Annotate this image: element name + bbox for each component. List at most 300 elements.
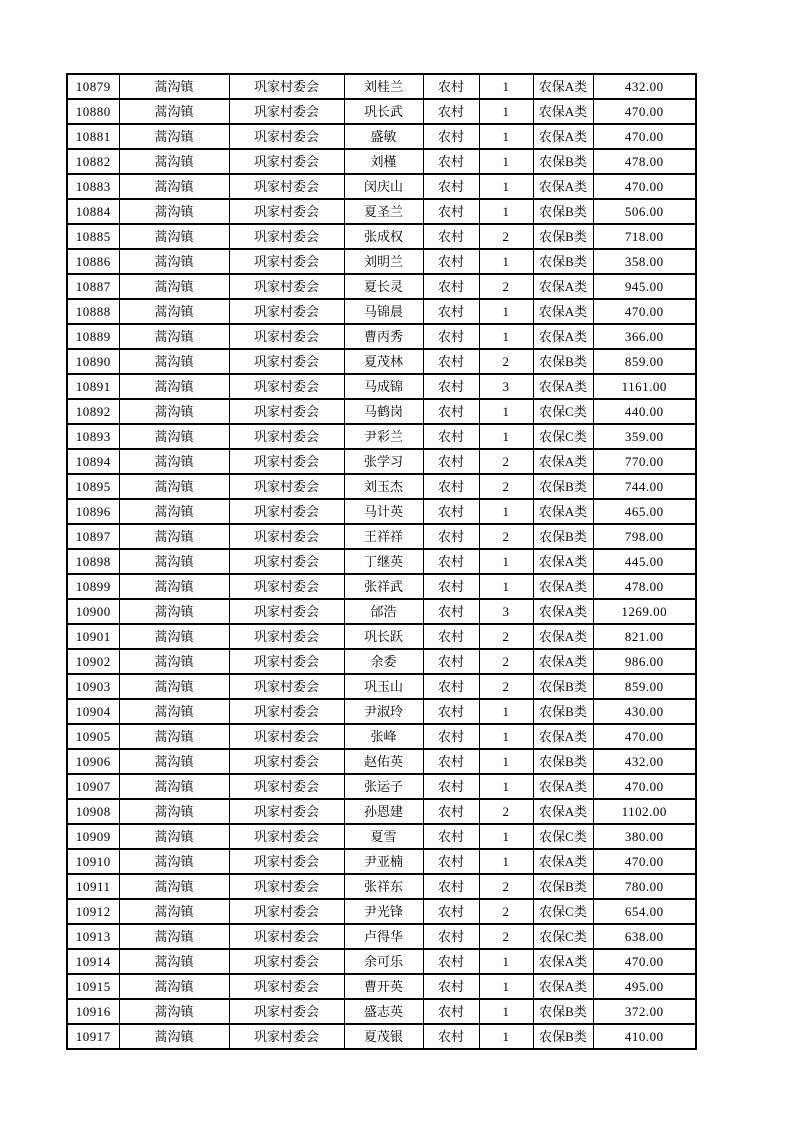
residence-type-cell: 农村 <box>423 324 479 349</box>
name-cell: 刘玉杰 <box>344 474 423 499</box>
village-committee-cell: 巩家村委会 <box>229 849 344 874</box>
name-cell: 刘明兰 <box>344 249 423 274</box>
serial-number-cell: 10917 <box>67 1024 119 1049</box>
residence-type-cell: 农村 <box>423 74 479 99</box>
town-cell: 蒿沟镇 <box>119 299 229 324</box>
table-row <box>67 174 696 199</box>
village-committee-cell: 巩家村委会 <box>229 249 344 274</box>
town-cell: 蒿沟镇 <box>119 324 229 349</box>
serial-number-cell: 10893 <box>67 424 119 449</box>
serial-number-cell: 10909 <box>67 824 119 849</box>
insurance-category-cell: 农保A类 <box>533 974 593 999</box>
insurance-category-cell: 农保C类 <box>533 824 593 849</box>
serial-number-cell: 10896 <box>67 499 119 524</box>
name-cell: 盛志英 <box>344 999 423 1024</box>
village-committee-cell: 巩家村委会 <box>229 724 344 749</box>
table-row <box>67 549 696 574</box>
residence-type-cell: 农村 <box>423 1024 479 1049</box>
town-cell: 蒿沟镇 <box>119 874 229 899</box>
residence-type-cell: 农村 <box>423 124 479 149</box>
town-cell: 蒿沟镇 <box>119 174 229 199</box>
amount-cell: 358.00 <box>593 249 696 274</box>
person-count-cell: 1 <box>479 174 533 199</box>
village-committee-cell: 巩家村委会 <box>229 699 344 724</box>
person-count-cell: 1 <box>479 424 533 449</box>
village-committee-cell: 巩家村委会 <box>229 874 344 899</box>
amount-cell: 1102.00 <box>593 799 696 824</box>
person-count-cell: 2 <box>479 674 533 699</box>
town-cell: 蒿沟镇 <box>119 774 229 799</box>
amount-cell: 718.00 <box>593 224 696 249</box>
person-count-cell: 2 <box>479 449 533 474</box>
table-row <box>67 774 696 799</box>
name-cell: 巩长武 <box>344 99 423 124</box>
table-row <box>67 1024 696 1049</box>
village-committee-cell: 巩家村委会 <box>229 749 344 774</box>
insurance-category-cell: 农保A类 <box>533 124 593 149</box>
residence-type-cell: 农村 <box>423 424 479 449</box>
table-body <box>67 74 696 1049</box>
town-cell: 蒿沟镇 <box>119 449 229 474</box>
residence-type-cell: 农村 <box>423 699 479 724</box>
serial-number-cell: 10915 <box>67 974 119 999</box>
insurance-category-cell: 农保A类 <box>533 174 593 199</box>
serial-number-cell: 10913 <box>67 924 119 949</box>
town-cell: 蒿沟镇 <box>119 274 229 299</box>
village-committee-cell: 巩家村委会 <box>229 124 344 149</box>
amount-cell: 430.00 <box>593 699 696 724</box>
serial-number-cell: 10885 <box>67 224 119 249</box>
town-cell: 蒿沟镇 <box>119 899 229 924</box>
serial-number-cell: 10890 <box>67 349 119 374</box>
serial-number-cell: 10914 <box>67 949 119 974</box>
insurance-category-cell: 农保A类 <box>533 949 593 974</box>
amount-cell: 859.00 <box>593 349 696 374</box>
table-row <box>67 524 696 549</box>
person-count-cell: 1 <box>479 699 533 724</box>
village-committee-cell: 巩家村委会 <box>229 924 344 949</box>
name-cell: 夏长灵 <box>344 274 423 299</box>
serial-number-cell: 10887 <box>67 274 119 299</box>
village-committee-cell: 巩家村委会 <box>229 274 344 299</box>
name-cell: 刘槿 <box>344 149 423 174</box>
amount-cell: 478.00 <box>593 574 696 599</box>
insurance-category-cell: 农保A类 <box>533 574 593 599</box>
insurance-category-cell: 农保A类 <box>533 599 593 624</box>
person-count-cell: 1 <box>479 199 533 224</box>
serial-number-cell: 10892 <box>67 399 119 424</box>
residence-type-cell: 农村 <box>423 824 479 849</box>
insurance-category-cell: 农保B类 <box>533 1024 593 1049</box>
village-committee-cell: 巩家村委会 <box>229 499 344 524</box>
town-cell: 蒿沟镇 <box>119 399 229 424</box>
amount-cell: 432.00 <box>593 749 696 774</box>
residence-type-cell: 农村 <box>423 449 479 474</box>
serial-number-cell: 10900 <box>67 599 119 624</box>
amount-cell: 470.00 <box>593 299 696 324</box>
amount-cell: 495.00 <box>593 974 696 999</box>
name-cell: 张峰 <box>344 724 423 749</box>
town-cell: 蒿沟镇 <box>119 349 229 374</box>
person-count-cell: 1 <box>479 124 533 149</box>
person-count-cell: 2 <box>479 524 533 549</box>
town-cell: 蒿沟镇 <box>119 74 229 99</box>
serial-number-cell: 10901 <box>67 624 119 649</box>
name-cell: 马成锦 <box>344 374 423 399</box>
table-row <box>67 224 696 249</box>
name-cell: 张运子 <box>344 774 423 799</box>
name-cell: 余委 <box>344 649 423 674</box>
table-row <box>67 399 696 424</box>
serial-number-cell: 10916 <box>67 999 119 1024</box>
table-row <box>67 374 696 399</box>
village-committee-cell: 巩家村委会 <box>229 424 344 449</box>
table-row <box>67 324 696 349</box>
insurance-category-cell: 农保A类 <box>533 849 593 874</box>
village-committee-cell: 巩家村委会 <box>229 599 344 624</box>
village-committee-cell: 巩家村委会 <box>229 474 344 499</box>
amount-cell: 470.00 <box>593 774 696 799</box>
person-count-cell: 2 <box>479 799 533 824</box>
town-cell: 蒿沟镇 <box>119 599 229 624</box>
insurance-category-cell: 农保A类 <box>533 449 593 474</box>
person-count-cell: 1 <box>479 774 533 799</box>
table-row <box>67 299 696 324</box>
insurance-category-cell: 农保B类 <box>533 474 593 499</box>
amount-cell: 470.00 <box>593 849 696 874</box>
person-count-cell: 2 <box>479 349 533 374</box>
serial-number-cell: 10910 <box>67 849 119 874</box>
serial-number-cell: 10888 <box>67 299 119 324</box>
name-cell: 盛敏 <box>344 124 423 149</box>
table-row <box>67 699 696 724</box>
town-cell: 蒿沟镇 <box>119 549 229 574</box>
table-row <box>67 924 696 949</box>
serial-number-cell: 10906 <box>67 749 119 774</box>
insurance-category-cell: 农保B类 <box>533 699 593 724</box>
town-cell: 蒿沟镇 <box>119 124 229 149</box>
insurance-category-cell: 农保A类 <box>533 74 593 99</box>
name-cell: 赵佑英 <box>344 749 423 774</box>
name-cell: 尹光锋 <box>344 899 423 924</box>
residence-type-cell: 农村 <box>423 474 479 499</box>
name-cell: 闵庆山 <box>344 174 423 199</box>
insurance-category-cell: 农保A类 <box>533 799 593 824</box>
person-count-cell: 1 <box>479 74 533 99</box>
serial-number-cell: 10883 <box>67 174 119 199</box>
village-committee-cell: 巩家村委会 <box>229 149 344 174</box>
name-cell: 孙恩建 <box>344 799 423 824</box>
table-row <box>67 824 696 849</box>
serial-number-cell: 10908 <box>67 799 119 824</box>
person-count-cell: 1 <box>479 149 533 174</box>
amount-cell: 465.00 <box>593 499 696 524</box>
person-count-cell: 2 <box>479 274 533 299</box>
table-row <box>67 474 696 499</box>
village-committee-cell: 巩家村委会 <box>229 824 344 849</box>
village-committee-cell: 巩家村委会 <box>229 174 344 199</box>
serial-number-cell: 10898 <box>67 549 119 574</box>
table-row <box>67 949 696 974</box>
residence-type-cell: 农村 <box>423 349 479 374</box>
name-cell: 尹亚楠 <box>344 849 423 874</box>
town-cell: 蒿沟镇 <box>119 474 229 499</box>
person-count-cell: 1 <box>479 549 533 574</box>
person-count-cell: 1 <box>479 724 533 749</box>
residence-type-cell: 农村 <box>423 924 479 949</box>
serial-number-cell: 10894 <box>67 449 119 474</box>
name-cell: 夏雪 <box>344 824 423 849</box>
village-committee-cell: 巩家村委会 <box>229 549 344 574</box>
village-committee-cell: 巩家村委会 <box>229 399 344 424</box>
serial-number-cell: 10904 <box>67 699 119 724</box>
serial-number-cell: 10879 <box>67 74 119 99</box>
town-cell: 蒿沟镇 <box>119 624 229 649</box>
person-count-cell: 1 <box>479 574 533 599</box>
amount-cell: 359.00 <box>593 424 696 449</box>
insurance-category-cell: 农保B类 <box>533 249 593 274</box>
insurance-category-cell: 农保A类 <box>533 724 593 749</box>
person-count-cell: 2 <box>479 924 533 949</box>
town-cell: 蒿沟镇 <box>119 249 229 274</box>
table-row <box>67 799 696 824</box>
amount-cell: 986.00 <box>593 649 696 674</box>
name-cell: 夏茂林 <box>344 349 423 374</box>
insurance-category-cell: 农保A类 <box>533 649 593 674</box>
table-row <box>67 349 696 374</box>
village-committee-cell: 巩家村委会 <box>229 774 344 799</box>
village-committee-cell: 巩家村委会 <box>229 374 344 399</box>
serial-number-cell: 10911 <box>67 874 119 899</box>
serial-number-cell: 10897 <box>67 524 119 549</box>
name-cell: 马计英 <box>344 499 423 524</box>
table-row <box>67 449 696 474</box>
person-count-cell: 1 <box>479 99 533 124</box>
name-cell: 夏茂银 <box>344 1024 423 1049</box>
name-cell: 尹淑玲 <box>344 699 423 724</box>
amount-cell: 821.00 <box>593 624 696 649</box>
name-cell: 余可乐 <box>344 949 423 974</box>
amount-cell: 470.00 <box>593 174 696 199</box>
town-cell: 蒿沟镇 <box>119 799 229 824</box>
person-count-cell: 1 <box>479 974 533 999</box>
amount-cell: 654.00 <box>593 899 696 924</box>
name-cell: 邰浩 <box>344 599 423 624</box>
residence-type-cell: 农村 <box>423 199 479 224</box>
amount-cell: 859.00 <box>593 674 696 699</box>
residence-type-cell: 农村 <box>423 849 479 874</box>
insurance-category-cell: 农保B类 <box>533 149 593 174</box>
benefits-table-container <box>66 73 695 1050</box>
amount-cell: 470.00 <box>593 99 696 124</box>
name-cell: 刘桂兰 <box>344 74 423 99</box>
insurance-category-cell: 农保A类 <box>533 624 593 649</box>
name-cell: 王祥祥 <box>344 524 423 549</box>
serial-number-cell: 10907 <box>67 774 119 799</box>
insurance-category-cell: 农保B类 <box>533 874 593 899</box>
amount-cell: 372.00 <box>593 999 696 1024</box>
name-cell: 张祥武 <box>344 574 423 599</box>
benefits-table <box>66 73 697 1050</box>
residence-type-cell: 农村 <box>423 599 479 624</box>
person-count-cell: 2 <box>479 224 533 249</box>
table-row <box>67 424 696 449</box>
name-cell: 张学习 <box>344 449 423 474</box>
residence-type-cell: 农村 <box>423 249 479 274</box>
person-count-cell: 1 <box>479 399 533 424</box>
amount-cell: 432.00 <box>593 74 696 99</box>
town-cell: 蒿沟镇 <box>119 99 229 124</box>
residence-type-cell: 农村 <box>423 149 479 174</box>
table-row <box>67 624 696 649</box>
amount-cell: 638.00 <box>593 924 696 949</box>
amount-cell: 470.00 <box>593 724 696 749</box>
serial-number-cell: 10881 <box>67 124 119 149</box>
person-count-cell: 1 <box>479 299 533 324</box>
amount-cell: 770.00 <box>593 449 696 474</box>
table-row <box>67 274 696 299</box>
table-row <box>67 849 696 874</box>
residence-type-cell: 农村 <box>423 949 479 974</box>
village-committee-cell: 巩家村委会 <box>229 224 344 249</box>
village-committee-cell: 巩家村委会 <box>229 949 344 974</box>
serial-number-cell: 10884 <box>67 199 119 224</box>
name-cell: 夏圣兰 <box>344 199 423 224</box>
serial-number-cell: 10886 <box>67 249 119 274</box>
town-cell: 蒿沟镇 <box>119 749 229 774</box>
residence-type-cell: 农村 <box>423 724 479 749</box>
name-cell: 张成权 <box>344 224 423 249</box>
serial-number-cell: 10912 <box>67 899 119 924</box>
serial-number-cell: 10902 <box>67 649 119 674</box>
person-count-cell: 2 <box>479 624 533 649</box>
residence-type-cell: 农村 <box>423 174 479 199</box>
serial-number-cell: 10882 <box>67 149 119 174</box>
table-row <box>67 999 696 1024</box>
person-count-cell: 1 <box>479 824 533 849</box>
town-cell: 蒿沟镇 <box>119 149 229 174</box>
table-row <box>67 749 696 774</box>
town-cell: 蒿沟镇 <box>119 424 229 449</box>
insurance-category-cell: 农保A类 <box>533 324 593 349</box>
residence-type-cell: 农村 <box>423 274 479 299</box>
person-count-cell: 1 <box>479 324 533 349</box>
amount-cell: 410.00 <box>593 1024 696 1049</box>
amount-cell: 470.00 <box>593 949 696 974</box>
table-row <box>67 599 696 624</box>
town-cell: 蒿沟镇 <box>119 699 229 724</box>
town-cell: 蒿沟镇 <box>119 1024 229 1049</box>
village-committee-cell: 巩家村委会 <box>229 524 344 549</box>
serial-number-cell: 10899 <box>67 574 119 599</box>
village-committee-cell: 巩家村委会 <box>229 299 344 324</box>
residence-type-cell: 农村 <box>423 974 479 999</box>
insurance-category-cell: 农保C类 <box>533 924 593 949</box>
serial-number-cell: 10905 <box>67 724 119 749</box>
name-cell: 卢得华 <box>344 924 423 949</box>
table-row <box>67 199 696 224</box>
village-committee-cell: 巩家村委会 <box>229 799 344 824</box>
table-row <box>67 899 696 924</box>
serial-number-cell: 10891 <box>67 374 119 399</box>
town-cell: 蒿沟镇 <box>119 849 229 874</box>
insurance-category-cell: 农保A类 <box>533 549 593 574</box>
residence-type-cell: 农村 <box>423 574 479 599</box>
serial-number-cell: 10889 <box>67 324 119 349</box>
town-cell: 蒿沟镇 <box>119 724 229 749</box>
serial-number-cell: 10903 <box>67 674 119 699</box>
serial-number-cell: 10880 <box>67 99 119 124</box>
amount-cell: 380.00 <box>593 824 696 849</box>
residence-type-cell: 农村 <box>423 899 479 924</box>
table-row <box>67 874 696 899</box>
residence-type-cell: 农村 <box>423 374 479 399</box>
village-committee-cell: 巩家村委会 <box>229 649 344 674</box>
village-committee-cell: 巩家村委会 <box>229 974 344 999</box>
residence-type-cell: 农村 <box>423 549 479 574</box>
amount-cell: 1269.00 <box>593 599 696 624</box>
village-committee-cell: 巩家村委会 <box>229 199 344 224</box>
village-committee-cell: 巩家村委会 <box>229 899 344 924</box>
person-count-cell: 1 <box>479 1024 533 1049</box>
town-cell: 蒿沟镇 <box>119 824 229 849</box>
amount-cell: 945.00 <box>593 274 696 299</box>
residence-type-cell: 农村 <box>423 874 479 899</box>
table-row <box>67 674 696 699</box>
person-count-cell: 3 <box>479 599 533 624</box>
town-cell: 蒿沟镇 <box>119 199 229 224</box>
name-cell: 马鹤岗 <box>344 399 423 424</box>
table-row <box>67 574 696 599</box>
residence-type-cell: 农村 <box>423 399 479 424</box>
residence-type-cell: 农村 <box>423 524 479 549</box>
person-count-cell: 2 <box>479 899 533 924</box>
insurance-category-cell: 农保A类 <box>533 499 593 524</box>
town-cell: 蒿沟镇 <box>119 949 229 974</box>
village-committee-cell: 巩家村委会 <box>229 574 344 599</box>
residence-type-cell: 农村 <box>423 499 479 524</box>
amount-cell: 366.00 <box>593 324 696 349</box>
insurance-category-cell: 农保B类 <box>533 224 593 249</box>
amount-cell: 445.00 <box>593 549 696 574</box>
insurance-category-cell: 农保B类 <box>533 199 593 224</box>
town-cell: 蒿沟镇 <box>119 574 229 599</box>
person-count-cell: 1 <box>479 999 533 1024</box>
insurance-category-cell: 农保C类 <box>533 899 593 924</box>
person-count-cell: 1 <box>479 949 533 974</box>
residence-type-cell: 农村 <box>423 649 479 674</box>
amount-cell: 478.00 <box>593 149 696 174</box>
insurance-category-cell: 农保B类 <box>533 524 593 549</box>
name-cell: 曹丙秀 <box>344 324 423 349</box>
table-row <box>67 649 696 674</box>
insurance-category-cell: 农保A类 <box>533 774 593 799</box>
serial-number-cell: 10895 <box>67 474 119 499</box>
person-count-cell: 1 <box>479 249 533 274</box>
village-committee-cell: 巩家村委会 <box>229 99 344 124</box>
town-cell: 蒿沟镇 <box>119 999 229 1024</box>
town-cell: 蒿沟镇 <box>119 374 229 399</box>
town-cell: 蒿沟镇 <box>119 224 229 249</box>
name-cell: 巩玉山 <box>344 674 423 699</box>
insurance-category-cell: 农保B类 <box>533 749 593 774</box>
village-committee-cell: 巩家村委会 <box>229 449 344 474</box>
person-count-cell: 2 <box>479 474 533 499</box>
name-cell: 丁继英 <box>344 549 423 574</box>
person-count-cell: 1 <box>479 749 533 774</box>
village-committee-cell: 巩家村委会 <box>229 1024 344 1049</box>
residence-type-cell: 农村 <box>423 799 479 824</box>
